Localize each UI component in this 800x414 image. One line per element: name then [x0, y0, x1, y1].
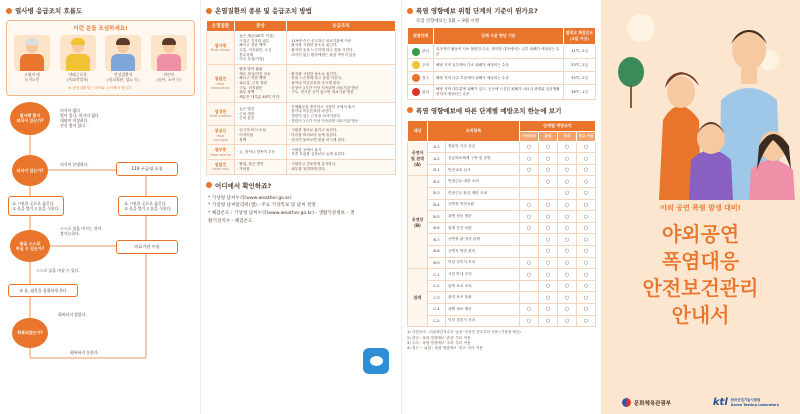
plan-mark: ○	[558, 141, 577, 153]
flow-question-drink: 물을 스스로 마실 수 있는가?	[10, 230, 50, 262]
illness-symptom: · 땀을 많이 흘림 · 체온 정상/약간 상승 · 빠르고 약한 맥박 · 피로감, 근육 경련 · 구토, 어지럼증 · 피부 창백 · 체온은 대부분 40℃ 이하	[235, 65, 287, 103]
table-row	[207, 102, 396, 126]
plan-mark: ○	[558, 257, 577, 269]
heatstroke-flow-panel	[0, 0, 200, 414]
where-item: * 체감온도 : 기상청 날씨누리(www.weather.go.kr) - 생활기상정보 - 생활기상지수 - 체감온도	[208, 211, 355, 225]
plan-code: B-9	[428, 257, 446, 269]
level-temp: 33℃, 2일	[564, 59, 596, 72]
footnote: 1) 사전준비 : 더위체감지수가 '높음' 이상인 경우부터 적용 (기상청 제공)	[407, 330, 521, 335]
illness-care: · 119에 즉시 신고하고 의료기관에 이송 · 환자를 시원한 장소로 옮긴다. · 환자의 옷을 느슨하게 하고 몸을 식힌다. · 의식이 없는 환자에게는 물을 먹이지 않음	[287, 32, 396, 65]
table-header: 사전대비	[520, 131, 539, 141]
risk-group-worker	[56, 35, 100, 83]
plan-mark: ○	[539, 222, 558, 234]
ktl-name: 한국산업기술시험원 Korea Testing Laboratory	[730, 398, 780, 407]
taegeuk-emblem-icon	[622, 398, 631, 407]
weather-app-icon	[363, 348, 389, 374]
plan-mark: ○	[577, 176, 596, 188]
caution-title: 이런 분들 조심하세요!	[73, 26, 128, 32]
flow-action-box: ① 시원한 곳으로 옮긴다. ② 옷을 벗기고 몸을 식힌다.	[8, 196, 64, 216]
plan-mark: ○	[520, 211, 539, 223]
where-list	[206, 195, 396, 226]
plan-mark: ○	[558, 234, 577, 246]
risk-group-chronic	[101, 35, 145, 83]
flow-note: 의식이 없다 열이 있다. 의식이 없다 대답이 이상하다. 전신 열이 있다.	[60, 107, 99, 129]
table-row	[408, 292, 596, 304]
flow-question-awake: 의식이 있는가?	[12, 155, 48, 186]
plan-mark: ○	[558, 292, 577, 304]
plan-code: B-4	[428, 199, 446, 211]
people-heat-illustration	[601, 0, 800, 200]
plan-item: 관객 보조 물품	[446, 292, 520, 304]
child-avatar-icon	[151, 35, 187, 71]
table-row	[408, 85, 596, 99]
table-header: 대상	[408, 120, 428, 141]
table-row	[408, 153, 596, 165]
level-dot-icon	[412, 88, 420, 96]
footnote: 2) 관심 : 폭염 영향예보 '관심' 부터 적용	[407, 335, 471, 340]
illness-name: 열사병 Heat stroke	[207, 32, 235, 65]
bullet-icon	[206, 182, 212, 188]
flow-title: 열사병 응급조치 흐름도	[15, 7, 83, 15]
table-row	[408, 246, 596, 258]
plan-mark: ○	[539, 211, 558, 223]
table-header: 온열질환	[207, 21, 235, 32]
table-header: 단계 수준 판단 기준	[434, 28, 564, 45]
plan-code: C-4	[428, 304, 446, 316]
plan-mark: ○	[577, 222, 596, 234]
plan-code: B-8	[428, 246, 446, 258]
plan-item: 관객 보호 조치	[446, 280, 520, 292]
plan-mark: ○	[577, 304, 596, 316]
plan-mark: ○	[539, 153, 558, 165]
level-cell: 관심	[408, 45, 434, 59]
footnotes	[407, 330, 596, 352]
plan-mark: ○	[539, 234, 558, 246]
table-row	[408, 72, 596, 85]
illness-name: 열실신 Heat syncope	[207, 126, 235, 145]
heat-warning-panel	[401, 0, 601, 414]
plan-code: B-3	[428, 188, 446, 200]
flow-note: 스스로 물을 마시는 것이 불가능하다.	[60, 225, 102, 236]
plan-mark: ○	[558, 199, 577, 211]
level-desc: 해당 지역 일부에서 다소 피해가 예상되는 수준	[434, 59, 564, 72]
flow-question-recovered: 회복되었는가?	[12, 318, 48, 348]
plan-mark: ○	[520, 199, 539, 211]
plan-mark: ○	[558, 269, 577, 281]
plan-item: 인접근무 합류 제한 조치	[446, 188, 520, 200]
plan-item: 충분한 식수 공급	[446, 141, 520, 153]
level-cell: 주의	[408, 59, 434, 72]
plan-code: B-6	[428, 222, 446, 234]
table-header: 일최고 체감온도 (3일 이상)	[564, 28, 596, 45]
warning-title: 폭염 영향예보 위험 단계의 기준이 뭔가요?	[416, 7, 538, 15]
plan-mark: ○	[577, 269, 596, 281]
table-row	[207, 32, 396, 65]
caution-box	[6, 20, 195, 96]
illness-symptom: · 높은 체온(40℃ 이상) · 뜨겁고 건조한 피부 · 빠르고 강한 맥박 · 두통, 어지럼증, 오심 · 혼수상태 · 의식 상실(기절)	[235, 32, 287, 65]
plan-mark: ○	[539, 269, 558, 281]
plan-mark: ○	[558, 222, 577, 234]
plan-code: C-1	[428, 269, 446, 281]
table-row	[207, 65, 396, 103]
ktl-logo	[713, 397, 779, 408]
table-header: 단계별 예방조치	[520, 120, 596, 131]
footnote: 3) 주의 : 폭염 영향예보 '주의' 부터 적용	[407, 340, 471, 345]
table-row	[207, 126, 396, 145]
illness-care: · 시원한 곳에서 휴식 · 부종 부위를 심장보다 높게 올린다.	[287, 145, 396, 160]
plan-category: 관객	[408, 269, 428, 327]
plan-mark: ○	[539, 164, 558, 176]
plan-code: C-2	[428, 280, 446, 292]
risk-group-label: 만성질환자 (심뇌혈관, 당뇨 등)	[107, 72, 140, 82]
table-header: 관심	[539, 131, 558, 141]
plan-mark: ○	[577, 141, 596, 153]
plan-mark: ○	[577, 257, 596, 269]
plan-code: B-1	[428, 164, 446, 176]
level-desc: 해당 지역 대부분에 피해가 있고, 곳곳에 극심한 피해가 나타나 광범위 일상생활 중지가 예상되는 수준	[434, 85, 564, 99]
plan-mark: ○	[539, 141, 558, 153]
illness-care: · 시원한 장소로 옮기고 눕힌다. · 다리를 머리보다 높게 올린다. · 의식이 돌아오면 물을 마시게 한다.	[287, 126, 396, 145]
plan-mark: ○	[539, 315, 558, 327]
hospital-transfer-box: 의료기관 이송	[116, 240, 178, 254]
table-header: 경고 이상	[577, 131, 596, 141]
table-header: 조치항목	[428, 120, 520, 141]
plan-mark: ○	[539, 246, 558, 258]
plan-mark: ○	[577, 246, 596, 258]
plan-item: 이상 징후시 조치	[446, 315, 520, 327]
level-dot-icon	[412, 48, 420, 56]
table-row	[408, 304, 596, 316]
level-cell: 위험	[408, 85, 434, 99]
plan-mark: ○	[558, 280, 577, 292]
table-row	[408, 269, 596, 281]
plan-mark: ○	[520, 304, 539, 316]
footnote: 4) 경고 ~ 위험 : 폭염 영향예보 '경고' 부터 적용	[407, 346, 483, 351]
flow-chart	[6, 100, 195, 370]
plan-code: A-1	[428, 141, 446, 153]
plan-code: C-3	[428, 292, 446, 304]
risk-groups	[10, 35, 191, 83]
plan-mark: ○	[577, 211, 596, 223]
flow-note: 의식이 분명하다.	[60, 161, 89, 167]
illness-care: · 신체활동을 중단하고 시원한 곳에서 휴식 · 물이나 이온음료를 마신다. · 경련이 있는 근육을 마사지한다. · 경련이 1시간 이상 지속되면 의료기관 방문	[287, 102, 396, 126]
table-row	[408, 222, 596, 234]
ministry-name: 문화체육관광부	[633, 400, 672, 407]
bullet-icon	[407, 8, 413, 14]
table-row	[207, 145, 396, 160]
level-desc: 해당 지역 다수 부문에서 피해가 예상되는 수준	[434, 72, 564, 85]
level-dot-icon	[412, 61, 420, 69]
plan-mark: ○	[539, 257, 558, 269]
plan-mark: ○	[539, 304, 558, 316]
call-119-box: 119 구급대 요청	[116, 162, 178, 176]
risk-group-label: 고령자 및 독거노인	[24, 72, 40, 82]
plan-code: C-5	[428, 315, 446, 327]
table-header: 증상	[235, 21, 287, 32]
illness-title: 온열질환의 종류 및 응급조치 방법	[215, 7, 312, 15]
publisher-logos	[601, 397, 800, 408]
ministry-logo	[622, 398, 671, 407]
plan-item: 공연자 안전 관리	[446, 246, 520, 258]
plan-mark: ○	[520, 257, 539, 269]
plan-mark: ○	[520, 315, 539, 327]
plan-mark	[539, 188, 558, 200]
flow-action-box: ① 시원한 곳으로 옮긴다. ② 옷을 벗기고 몸을 식힌다.	[118, 196, 178, 216]
section-title	[206, 6, 396, 15]
bullet-icon	[6, 8, 12, 14]
flow-note: 스스로 물을 마실 수 있다.	[36, 267, 80, 273]
table-header: 응급조치	[287, 21, 396, 32]
plan-item: 폭염 정보 제공	[446, 211, 520, 223]
plan-mark: ○	[577, 234, 596, 246]
plan-item: 이상 징후시 조치	[446, 257, 520, 269]
illness-name: 열탈진 Heat exhaustion	[207, 65, 235, 103]
plan-mark: ○	[520, 164, 539, 176]
plan-mark: ○	[577, 292, 596, 304]
plan-category: 공연장 (B)	[408, 176, 428, 269]
risk-group-label: 어린이 (유아, 소아 등)	[156, 72, 182, 82]
table-header: 주의	[558, 131, 577, 141]
warning-period: 폭염 영향예보는 5월 ~ 9월 시행	[416, 19, 479, 24]
plan-category: 공연자 및 관객 (A)	[408, 141, 428, 176]
caution-note: ※ 만성질환자는 의사와 주의해야 합니다.	[68, 85, 133, 90]
plan-mark: ○	[558, 315, 577, 327]
prevention-table	[407, 120, 596, 328]
table-row	[408, 234, 596, 246]
table-row	[408, 211, 596, 223]
plan-mark	[520, 176, 539, 188]
where-title: 어디에서 확인하죠?	[215, 181, 272, 190]
plan-item: 공연장 안전요원	[446, 199, 520, 211]
table-row	[408, 45, 596, 59]
plan-item: 폭염 정보 제공	[446, 304, 520, 316]
plan-item: 응급의료체계 구축 및 운영	[446, 153, 520, 165]
table-row	[408, 141, 596, 153]
table-row	[408, 257, 596, 269]
flow-note: 회복되지 않았다.	[58, 311, 87, 317]
plan-title: 폭염 영향예보에 따른 단계별 예방조치 한눈에 보기	[416, 106, 562, 115]
illness-name: 열발진 Heat rash	[207, 160, 235, 175]
bullet-icon	[407, 107, 413, 113]
flow-question-conscious: 열사병 환자 의식이 있는가?	[10, 102, 50, 135]
illness-care: · 시원하고 건조하게 유지한다. · 피부를 청결하게 한다.	[287, 160, 396, 175]
table-header: 위험단계	[408, 28, 434, 45]
plan-item: 안전교육 실시	[446, 164, 520, 176]
plan-mark: ○	[558, 188, 577, 200]
plan-mark: ○	[539, 176, 558, 188]
plan-mark	[520, 234, 539, 246]
plan-mark: ○	[577, 199, 596, 211]
plan-item: 시민 안내 공지	[446, 269, 520, 281]
level-temp: 35℃, 2일	[564, 72, 596, 85]
plan-mark: ○	[558, 211, 577, 223]
plan-code: A-2	[428, 153, 446, 165]
table-row	[408, 315, 596, 327]
table-row	[408, 280, 596, 292]
table-row	[408, 188, 596, 200]
plan-mark: ○	[520, 269, 539, 281]
section-title	[407, 6, 596, 15]
where-item: * 기상청 날씨알리미(앱) : 주요 기상특보 및 날씨 전망	[208, 203, 316, 209]
illness-symptom: · 땀띠, 붉은 발진 · 가려움	[235, 160, 287, 175]
plan-code: B-2	[428, 176, 446, 188]
illness-table	[206, 20, 396, 175]
table-row	[408, 59, 596, 72]
illness-care: · 환자를 시원한 장소로 옮긴다. · 옷을 느슨하게 하고 몸을 식힌다. · 물이나 이온음료를 마시게 한다. · 증상이 1시간 이상 지속되면 의료기관 방문 · 구토, 현기증 등이 있으면 의료기관 방문	[287, 65, 396, 103]
plan-mark	[520, 280, 539, 292]
illness-symptom: · 높은 발한 · 근육 경련 · 근육 통증	[235, 102, 287, 126]
bullet-icon	[206, 8, 212, 14]
illness-name: 열경련 Heat cramps	[207, 102, 235, 126]
level-cell: 경고	[408, 72, 434, 85]
level-dot-icon	[412, 74, 420, 82]
level-desc: 일상적인 활동이 다소 불편한 수준, 취약한 대상에서는 일부 피해가 예상되는 수준	[434, 45, 564, 59]
heat-illness-panel	[200, 0, 401, 414]
plan-code: B-7	[428, 234, 446, 246]
flow-action-box: ③ 물, 염분을 섭취하게 한다	[8, 284, 78, 297]
table-row	[408, 199, 596, 211]
plan-item: 휴게 공간 마련	[446, 222, 520, 234]
table-row	[408, 164, 596, 176]
ktl-mark: ktl	[712, 397, 728, 408]
section-title	[407, 106, 596, 115]
plan-code: B-5	[428, 211, 446, 223]
plan-mark: ○	[539, 199, 558, 211]
plan-mark: ○	[558, 164, 577, 176]
warning-level-table	[407, 27, 596, 100]
section-title	[6, 6, 195, 15]
plan-mark: ○	[558, 304, 577, 316]
risk-group-elderly	[10, 35, 54, 83]
section-title	[206, 181, 396, 190]
patient-avatar-icon	[105, 35, 141, 71]
plan-item: 인접근무 대한 조치	[446, 176, 520, 188]
plan-mark: ○	[577, 153, 596, 165]
flow-note: 회복하지 못한다.	[70, 349, 99, 355]
plan-mark: ○	[558, 176, 577, 188]
plan-mark: ○	[539, 292, 558, 304]
plan-mark: ○	[520, 222, 539, 234]
where-item: * 기상청 날씨누리(www.weather.go.kr)	[208, 195, 292, 201]
plan-mark: ○	[577, 164, 596, 176]
table-row	[408, 176, 596, 188]
table-row	[207, 160, 396, 175]
plan-mark	[520, 292, 539, 304]
plan-mark: ○	[558, 153, 577, 165]
level-temp: 31℃, 2일	[564, 45, 596, 59]
plan-mark: ○	[577, 315, 596, 327]
plan-mark: ○	[577, 188, 596, 200]
plan-mark: ○	[539, 280, 558, 292]
plan-item: 공연장 관 설정 관찰	[446, 234, 520, 246]
risk-group-child	[147, 35, 191, 83]
plan-mark	[520, 246, 539, 258]
cover-subtitle: 야외 공연 폭염 발생 대비!	[660, 204, 741, 212]
cover-title: 야외공연 폭염대응 안전보건관리 안내서	[642, 222, 759, 327]
plan-mark: ○	[558, 246, 577, 258]
plan-mark: ○	[520, 153, 539, 165]
plan-mark	[520, 188, 539, 200]
illness-symptom: · 손, 발이나 발목이 부음	[235, 145, 287, 160]
illness-symptom: · 일시적 의식 소실 · 어지러움 · 창백	[235, 126, 287, 145]
worker-avatar-icon	[60, 35, 96, 71]
level-temp: 38℃, 1일	[564, 85, 596, 99]
risk-group-label: 야외근로자 (옥외작업자)	[67, 72, 89, 82]
elderly-avatar-icon	[14, 35, 50, 71]
plan-mark: ○	[577, 280, 596, 292]
illness-name: 열부종 Heat edema	[207, 145, 235, 160]
plan-mark: ○	[520, 141, 539, 153]
cover-panel	[601, 0, 800, 414]
